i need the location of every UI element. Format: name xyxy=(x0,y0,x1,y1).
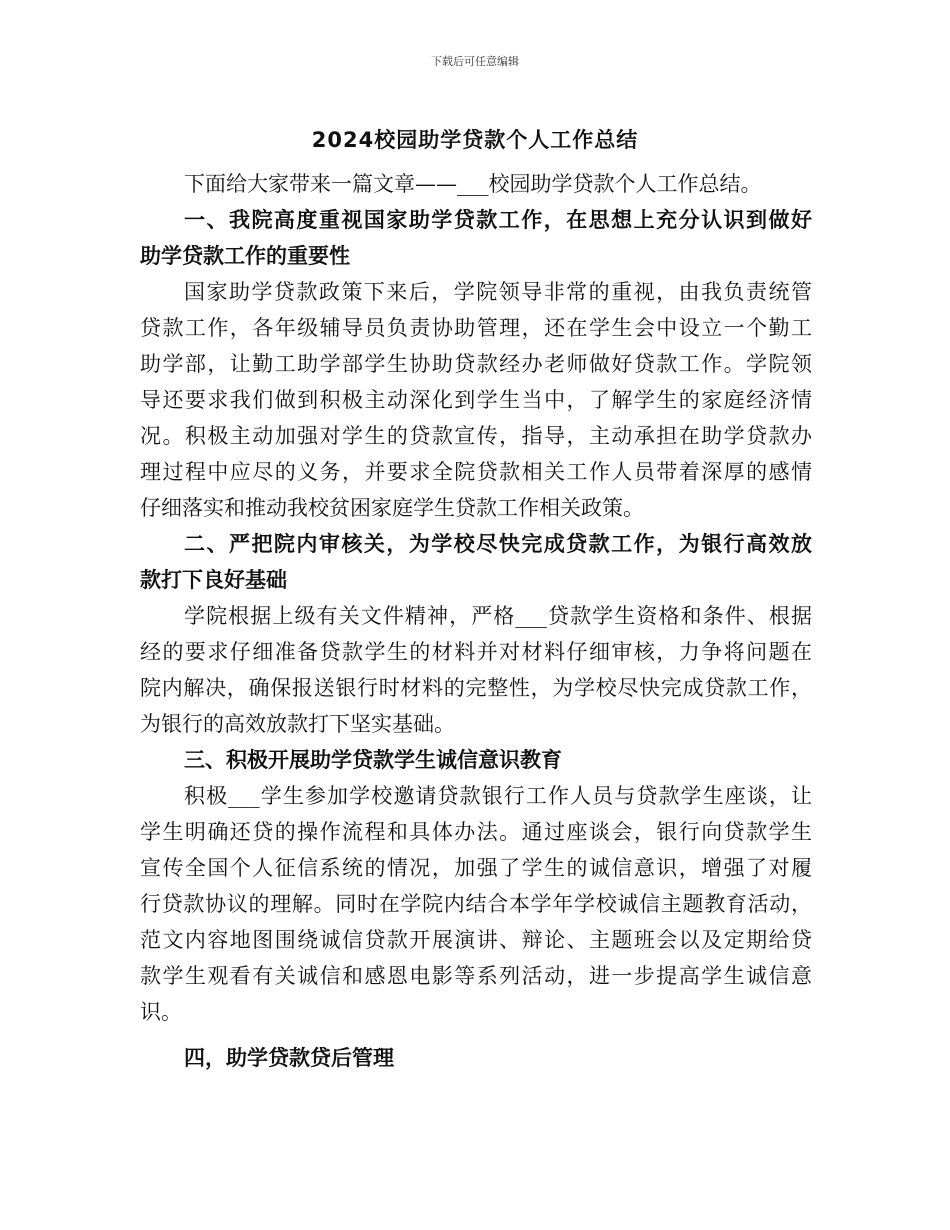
section3-body-line: 宣传全国个人征信系统的情况，加强了学生的诚信意识，增强了对履 xyxy=(140,856,812,880)
section1-body-line: 贷款工作，各年级辅导员负责协助管理，还在学生会中设立一个勤工 xyxy=(140,316,812,340)
document-title: 2024校园助学贷款个人工作总结 xyxy=(311,128,639,152)
section1-heading-line-1: 一、我院高度重视国家助学贷款工作，在思想上充分认识到做好 xyxy=(184,208,812,232)
section1-body-line: 况。积极主动加强对学生的贷款宣传，指导，主动承担在助学贷款办 xyxy=(140,424,812,448)
section2-body-line: 为银行的高效放款打下坚实基础。 xyxy=(140,712,455,736)
section1-body-line: 国家助学贷款政策下来后，学院领导非常的重视，由我负责统管 xyxy=(184,280,812,304)
section2-body-line: 经的要求仔细准备贷款学生的材料并对材料仔细审核，力争将问题在 xyxy=(140,640,812,664)
intro-line: 下面给大家带来一篇文章——___校园助学贷款个人工作总结。 xyxy=(184,172,762,196)
section1-body-line: 理过程中应尽的义务，并要求全院贷款相关工作人员带着深厚的感情 xyxy=(140,460,812,484)
section4-heading: 四，助学贷款贷后管理 xyxy=(184,1046,394,1070)
section3-body-line: 行贷款协议的理解。同时在学院内结合本学年学校诚信主题教育活动， xyxy=(140,892,812,916)
section2-heading-line-1: 二、严把院内审核关，为学校尽快完成贷款工作，为银行高效放 xyxy=(184,532,812,556)
section-gap xyxy=(140,1030,812,1040)
section2-body-line: 院内解决，确保报送银行时材料的完整性，为学校尽快完成贷款工作， xyxy=(140,676,812,700)
section3-body-line: 积极___学生参加学校邀请贷款银行工作人员与贷款学生座谈，让 xyxy=(184,784,812,808)
section3-body-line: 识。 xyxy=(140,1000,182,1024)
section3-body-line: 范文内容地图围绕诚信贷款开展演讲、辩论、主题班会以及定期给贷 xyxy=(140,928,812,952)
section3-body-line: 学生明确还贷的操作流程和具体办法。通过座谈会，银行向贷款学生 xyxy=(140,820,812,844)
section2-body-line: 学院根据上级有关文件精神，严格___贷款学生资格和条件、根据 xyxy=(184,604,812,628)
section1-body-line: 助学部，让勤工助学部学生协助贷款经办老师做好贷款工作。学院领 xyxy=(140,352,812,376)
document-body xyxy=(140,166,812,1076)
section2-heading-line-2: 款打下良好基础 xyxy=(140,568,287,592)
section3-body-line: 款学生观看有关诚信和感恩电影等系列活动，进一步提高学生诚信意 xyxy=(140,964,812,988)
header-note: 下载后可任意编辑 xyxy=(431,55,519,68)
section3-heading: 三、积极开展助学贷款学生诚信意识教育 xyxy=(184,748,562,772)
section1-body-line: 仔细落实和推动我校贫困家庭学生贷款工作相关政策。 xyxy=(140,496,644,520)
section1-heading-line-2: 助学贷款工作的重要性 xyxy=(140,244,350,268)
section1-body-line: 导还要求我们做到积极主动深化到学生当中，了解学生的家庭经济情 xyxy=(140,388,812,412)
